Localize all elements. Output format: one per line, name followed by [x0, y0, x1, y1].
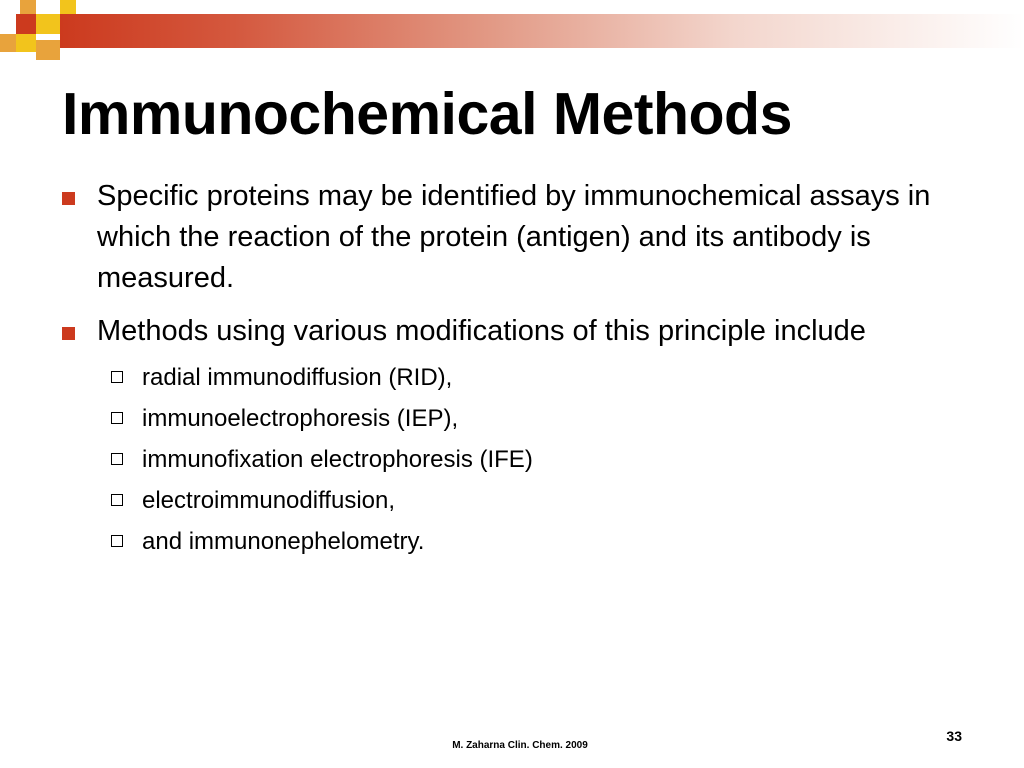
sub-bullet-text: immunofixation electrophoresis (IFE) — [142, 446, 533, 473]
slide-body — [58, 176, 958, 569]
page-number: 33 — [946, 728, 962, 744]
footer-text: M. Zaharna Clin. Chem. 2009 — [452, 740, 588, 751]
bullet-item — [58, 311, 958, 352]
hollow-square-bullet-icon — [111, 371, 123, 383]
sub-bullet-item — [109, 528, 958, 556]
decor-square-orange-top — [20, 0, 36, 14]
hollow-square-bullet-icon — [111, 453, 123, 465]
decor-square-orange-left — [0, 34, 16, 52]
sub-bullet-list — [58, 364, 958, 556]
sub-bullet-text: immunoelectrophoresis (IEP), — [142, 405, 459, 432]
decor-square-yellow-low — [16, 34, 36, 52]
decor-square-yellow-top — [60, 0, 76, 14]
bullet-text: Specific proteins may be identified by immunochemical assays in which the reaction of the protein (antigen) and its antibody is measured. — [97, 180, 931, 294]
bullet-item — [58, 176, 958, 299]
sub-bullet-item — [109, 405, 958, 433]
hollow-square-bullet-icon — [111, 494, 123, 506]
header-gradient-bar — [60, 14, 1024, 48]
sub-bullet-text: and immunonephelometry. — [142, 528, 425, 555]
hollow-square-bullet-icon — [111, 412, 123, 424]
sub-bullet-item — [109, 487, 958, 515]
sub-bullet-item — [109, 364, 958, 392]
square-bullet-icon — [62, 192, 75, 205]
slide-footer — [0, 740, 1024, 751]
sub-bullet-text: radial immunodiffusion (RID), — [142, 364, 453, 391]
square-bullet-icon — [62, 327, 75, 340]
sub-bullet-item — [109, 446, 958, 474]
hollow-square-bullet-icon — [111, 535, 123, 547]
decor-square-orange-bottom — [36, 40, 60, 60]
bullet-text: Methods using various modifications of this principle include — [97, 315, 866, 347]
sub-bullet-text: electroimmunodiffusion, — [142, 487, 396, 514]
decor-square-yellow-mid — [36, 14, 60, 34]
slide-title: Immunochemical Methods — [62, 81, 792, 147]
decor-square-red — [16, 14, 36, 34]
